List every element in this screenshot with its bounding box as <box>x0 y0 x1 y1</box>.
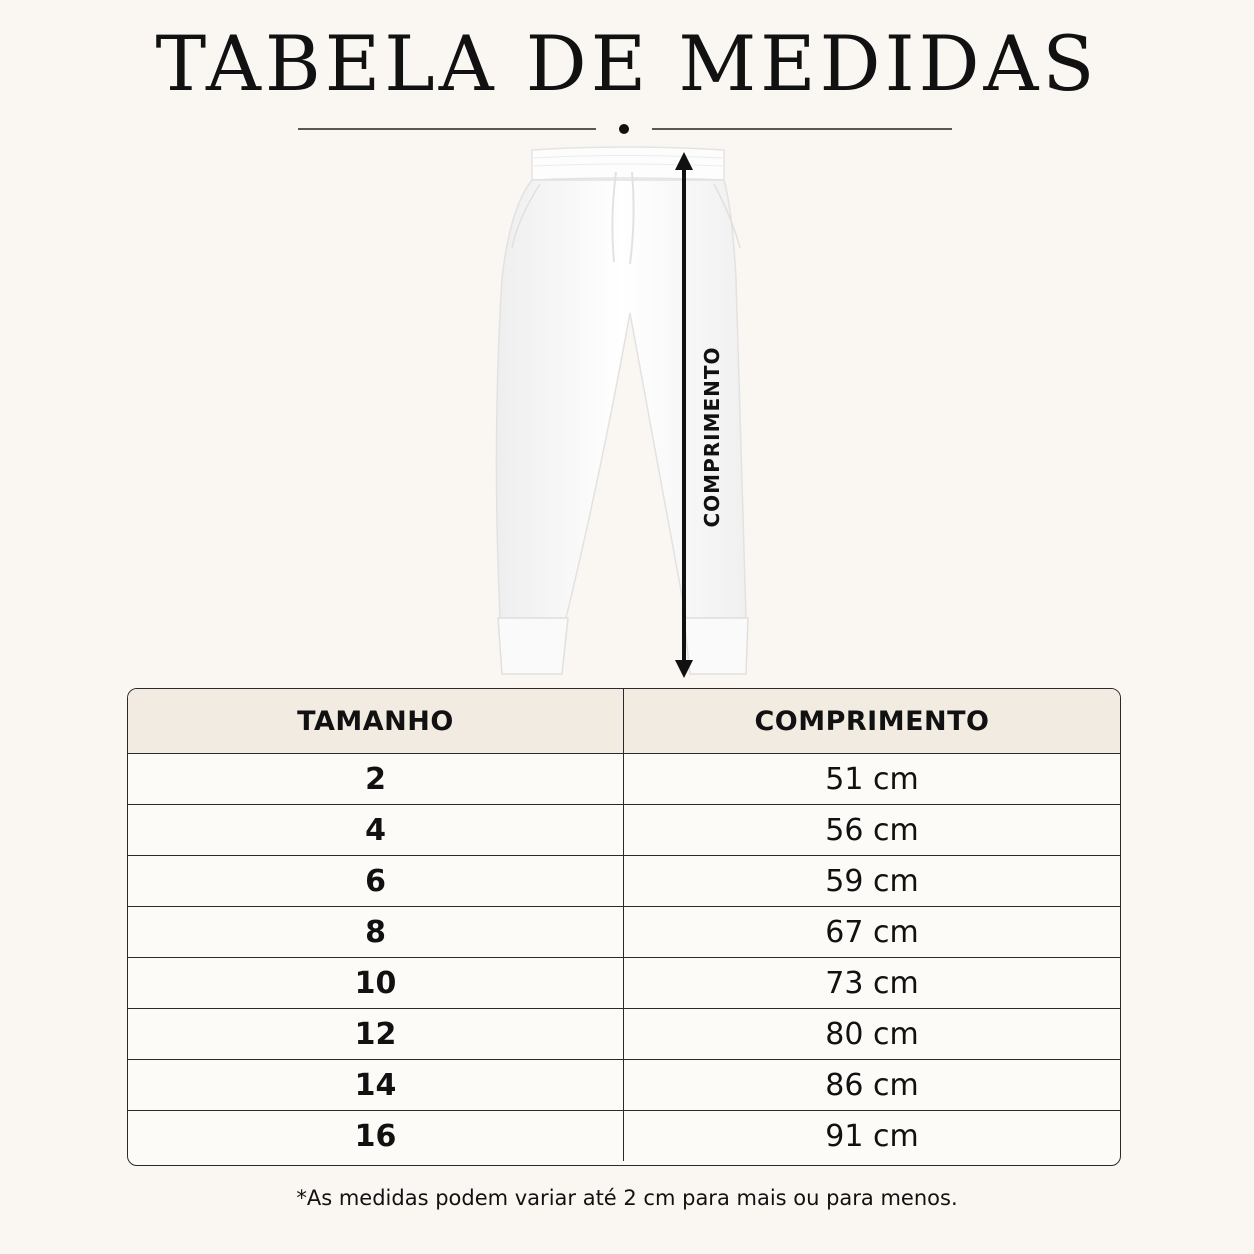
page-title: TABELA DE MEDIDAS <box>155 19 1099 108</box>
size-cell: 12 <box>128 1009 624 1059</box>
length-cell: 56 cm <box>825 812 919 848</box>
length-cell: 91 cm <box>825 1118 919 1154</box>
size-cell: 10 <box>128 958 624 1008</box>
size-cell: 14 <box>128 1060 624 1110</box>
table-header-row <box>128 689 1120 753</box>
title-divider <box>296 118 956 140</box>
size-cell: 16 <box>128 1111 624 1161</box>
table-row <box>128 957 1120 1008</box>
length-cell: 51 cm <box>825 761 919 797</box>
table-row <box>128 1008 1120 1059</box>
size-table <box>127 688 1121 1166</box>
header-length: COMPRIMENTO <box>754 705 990 737</box>
length-cell: 67 cm <box>825 914 919 950</box>
footnote: *As medidas podem variar até 2 cm para mais ou para menos. <box>296 1186 958 1210</box>
table-row <box>128 804 1120 855</box>
table-row <box>128 753 1120 804</box>
length-cell: 80 cm <box>825 1016 919 1052</box>
length-cell: 59 cm <box>825 863 919 899</box>
size-cell: 4 <box>128 805 624 855</box>
size-cell: 2 <box>128 754 624 804</box>
table-row <box>128 855 1120 906</box>
table-row <box>128 906 1120 957</box>
length-cell: 86 cm <box>825 1067 919 1103</box>
table-row <box>128 1059 1120 1110</box>
size-cell: 8 <box>128 907 624 957</box>
pants-illustration <box>470 138 790 690</box>
size-cell: 6 <box>128 856 624 906</box>
length-cell: 73 cm <box>825 965 919 1001</box>
length-measure-label: COMPRIMENTO <box>700 346 724 528</box>
header-size: TAMANHO <box>128 689 624 753</box>
table-row <box>128 1110 1120 1161</box>
